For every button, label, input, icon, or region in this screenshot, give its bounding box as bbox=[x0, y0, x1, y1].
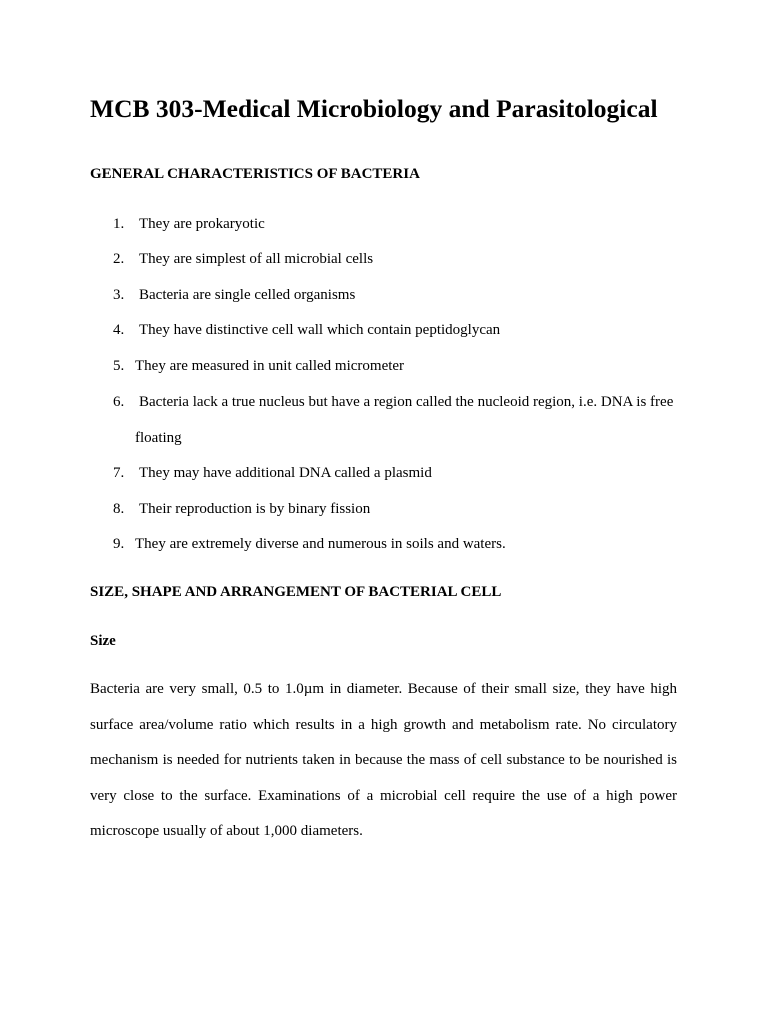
list-item-number: 1. bbox=[113, 216, 125, 232]
list-item-number: 7. bbox=[113, 465, 125, 481]
list-item-text: They have distinctive cell wall which contain peptidoglycan bbox=[139, 322, 501, 338]
list-item-text: Their reproduction is by binary fission bbox=[139, 501, 371, 517]
list-item-number: 2. bbox=[113, 251, 125, 267]
size-paragraph: Bacteria are very small, 0.5 to 1.0µm in diameter. Because of their small size, they have high surface area/volume ratio which results in a high growth and metabolism rate. No circulatory mechanism is needed for nutrients taken in because the mass of cell substance to be nourished is very close to the surface. Examinations of a microbial cell require the use of a high power microscope usually of about 1,000 diameters. bbox=[90, 681, 677, 840]
list-item-text: They may have additional DNA called a plasmid bbox=[139, 465, 432, 481]
list-item-number: 3. bbox=[113, 287, 125, 303]
section-heading-general-characteristics: GENERAL CHARACTERISTICS OF BACTERIA bbox=[90, 166, 420, 182]
list-item-text: They are prokaryotic bbox=[139, 216, 265, 232]
list-item-number: 6. bbox=[113, 394, 125, 410]
list-item-continuation: floating bbox=[135, 430, 182, 446]
list-item-number: 5. bbox=[113, 358, 125, 374]
list-item-text: They are simplest of all microbial cells bbox=[139, 251, 374, 267]
section-heading-size-shape-arrangement: SIZE, SHAPE AND ARRANGEMENT OF BACTERIAL CELL bbox=[90, 584, 502, 600]
subheading-size: Size bbox=[90, 633, 116, 649]
list-item-number: 8. bbox=[113, 501, 125, 517]
list-item-text: They are extremely diverse and numerous in soils and waters. bbox=[135, 536, 506, 552]
list-item-text-block bbox=[135, 384, 677, 456]
list-item-number: 4. bbox=[113, 322, 125, 338]
list-item-text: They are measured in unit called micrometer bbox=[135, 358, 405, 374]
list-item-number: 9. bbox=[113, 536, 125, 552]
document-page bbox=[90, 0, 677, 1024]
list-item-text: Bacteria lack a true nucleus but have a region called the nucleoid region, i.e. DNA is free bbox=[139, 394, 674, 410]
list-item-text: Bacteria are single celled organisms bbox=[139, 287, 356, 303]
document-title: MCB 303-Medical Microbiology and Parasitological bbox=[90, 94, 658, 123]
